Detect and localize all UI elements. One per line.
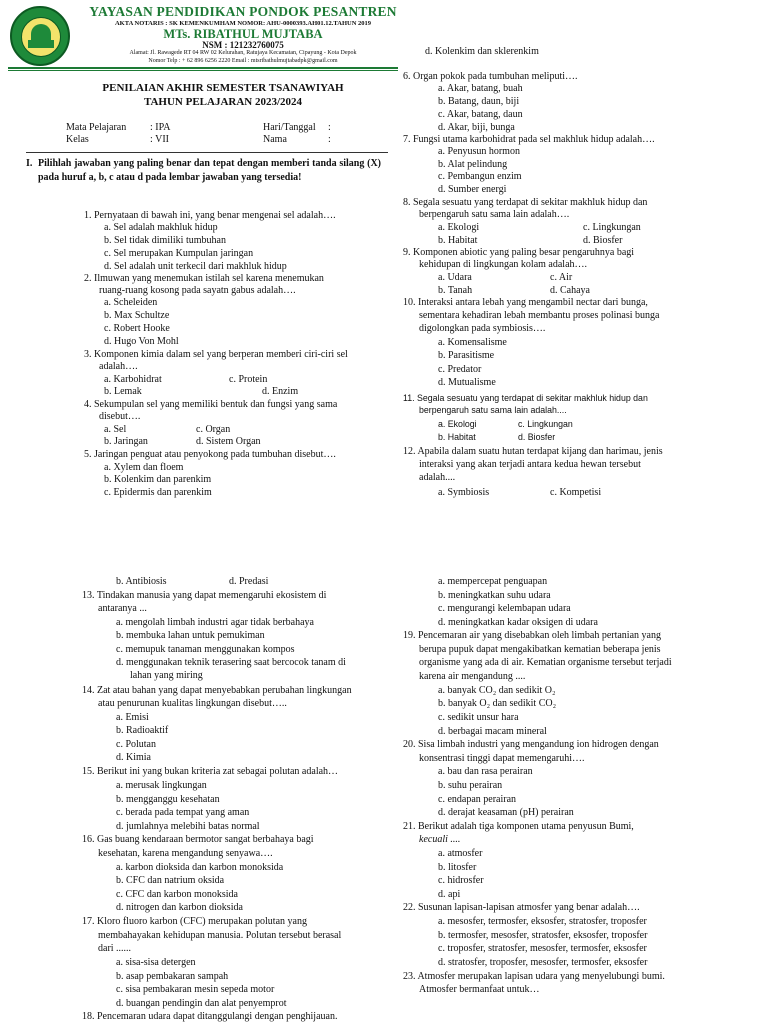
option-12c: c. Kompetisi [550, 487, 602, 498]
day-label: Hari/Tanggal [263, 122, 316, 133]
option-2d: d. Hugo Von Mohl [104, 336, 179, 347]
option-13a: a. mengolah limbah industri agar tidak berbahaya [116, 617, 314, 628]
question-13-cont: antaranya ... [98, 603, 147, 614]
option-10c: c. Predator [438, 364, 482, 375]
question-21: 21. Berikut adalah tiga komponen utama penyusun Bumi, [403, 821, 634, 832]
option-22a: a. mesosfer, termosfer, eksosfer, stratosfer, troposfer [438, 916, 647, 927]
option-17d: d. buangan pendingin dan alat penyemprot [116, 998, 287, 1009]
option-11c: c. Lingkungan [518, 419, 573, 429]
option-11d: d. Biosfer [518, 432, 556, 442]
option-5b: b. Kolenkim dan parenkim [104, 474, 212, 485]
address-line: Alamat: Jl. Rawagede RT 04 RW 02 Kelurahan, Ratujaya Kecamatan, Cipayung - Kota Depok [129, 50, 357, 56]
question-6: 6. Organ pokok pada tumbuhan meliputi…. [403, 71, 578, 82]
option-7c: c. Pembangun enzim [438, 171, 522, 182]
option-20d: d. derajat keasaman (pH) perairan [438, 807, 574, 818]
option-3c: c. Protein [229, 374, 268, 385]
option-1b: b. Sel tidak dimiliki tumbuhan [104, 235, 226, 246]
question-3: 3. Komponen kimia dalam sel yang berperan memberi ciri-ciri sel [84, 349, 348, 360]
question-19: 19. Pencemaran air yang disebabkan oleh limbah pertanian yang [403, 630, 661, 641]
header-rule-thin [8, 70, 398, 71]
option-3b: b. Lemak [104, 386, 142, 397]
question-22: 22. Susunan lapisan-lapisan atmosfer yang benar adalah…. [403, 902, 640, 913]
subject-value: : IPA [150, 122, 171, 133]
question-11: 11. Segala sesuatu yang terdapat di sekitar makhluk hidup dan [403, 393, 648, 403]
option-21a: a. atmosfer [438, 848, 483, 859]
option-14a: a. Emisi [116, 712, 149, 723]
instructions-text: Pilihlah jawaban yang paling benar dan tepat dengan memberi tanda silang (X) pada huruf a, b, c atau d pada lembar jawaban yang tersedia! [38, 158, 381, 183]
option-6d: d. Akar, biji, bunga [438, 122, 515, 133]
question-20-cont: konsentrasi tinggi dapat memengaruhi…. [419, 753, 585, 764]
question-16-cont: kesehatan, karena mengandung senyawa…. [98, 848, 273, 859]
option-4a: a. Sel [104, 424, 127, 435]
option-1c: c. Sel merupakan Kumpulan jaringan [104, 248, 254, 259]
section-number: I. [26, 158, 33, 169]
question-8-cont: berpengaruh satu sama lain adalah…. [419, 209, 570, 220]
option-14c: c. Polutan [116, 739, 156, 750]
question-14: 14. Zat atau bahan yang dapat menyebabkan perubahan lingkungan [82, 685, 352, 696]
phone-line: Nomor Telp : + 62 896 6256 2220 Email : mtsribathulmujtabadpk@gmail.com [148, 57, 338, 64]
question-21-cont: kecuali .... [419, 834, 461, 845]
school-name: MTs. RIBATHUL MUJTABA [163, 27, 323, 41]
option-22b: b. termosfer, mesosfer, stratosfer, eksosfer, troposfer [438, 930, 648, 941]
question-12: 12. Apabila dalam suatu hutan terdapat kijang dan harimau, jenis [403, 446, 663, 457]
option-9a: a. Udara [438, 272, 472, 283]
day-value: : [328, 122, 331, 133]
question-18: 18. Pencemaran udara dapat ditanggulangi dengan penghijauan. [82, 1011, 338, 1022]
option-19a: a. banyak CO₂ dan sedikit O₂ [438, 685, 556, 696]
option-10a: a. Komensalisme [438, 337, 507, 348]
option-4b: b. Jaringan [104, 436, 148, 447]
question-4: 4. Sekumpulan sel yang memiliki bentuk dan fungsi yang sama [84, 399, 338, 410]
option-2a: a. Scheleiden [104, 297, 158, 308]
option-14b: b. Radioaktif [116, 725, 169, 736]
option-8d: d. Biosfer [583, 235, 623, 246]
option-16b: b. CFC dan natrium oksida [116, 875, 225, 886]
question-5: 5. Jaringan penguat atau penyokong pada tumbuhan disebut…. [84, 449, 336, 460]
nsm-line: NSM : 121232760075 [202, 40, 284, 50]
question-3-cont: adalah…. [99, 361, 138, 372]
option-22c: c. troposfer, stratosfer, mesosfer, termosfer, eksosfer [438, 943, 647, 954]
exam-title: PENILAIAN AKHIR SEMESTER TSANAWIYAH [102, 82, 344, 94]
option-21d: d. api [438, 889, 461, 900]
option-6b: b. Batang, daun, biji [438, 96, 520, 107]
question-23: 23. Atmosfer merupakan lapisan udara yang menyelubungi bumi. [403, 971, 665, 982]
name-label: Nama [263, 134, 287, 145]
option-17c: c. sisa pembakaran mesin sepeda motor [116, 984, 275, 995]
question-9: 9. Komponen abiotic yang paling besar pengaruhnya bagi [403, 247, 635, 258]
option-5d: d. Kolenkim dan sklerenkim [425, 46, 539, 57]
question-7: 7. Fungsi utama karbohidrat pada sel makhluk hidup adalah…. [403, 134, 655, 145]
question-19-cont2: organisme yang ada di air. Kematian organisme tersebut terjadi [419, 657, 672, 668]
option-20a: a. bau dan rasa perairan [438, 766, 533, 777]
option-13c: c. memupuk tanaman menggunakan kompos [116, 644, 295, 655]
question-16: 16. Gas buang kendaraan bermotor sangat berbahaya bagi [82, 834, 314, 845]
option-7a: a. Penyusun hormon [438, 146, 520, 157]
option-10d: d. Mutualisme [438, 377, 496, 388]
option-13d-cont: lahan yang miring [130, 670, 203, 681]
question-14-cont: atau penurunan kualitas lingkungan disebut….. [98, 698, 287, 709]
option-16c: c. CFC dan karbon monoksida [116, 889, 238, 900]
option-12b: b. Antibiosis [116, 576, 167, 587]
option-16a: a. karbon dioksida dan karbon monoksida [116, 862, 284, 873]
exam-year: TAHUN PELAJARAN 2023/2024 [143, 96, 303, 108]
option-22d: d. stratosfer, troposfer, mesosfer, termosfer, eksosfer [438, 957, 648, 968]
question-15: 15. Berikut ini yang bukan kriteria zat sebagai polutan adalah… [82, 766, 339, 777]
question-2-cont: ruang-ruang kosong pada sayatn gabus adalah…. [99, 285, 296, 296]
question-13: 13. Tindakan manusia yang dapat memengaruhi ekosistem di [82, 590, 327, 601]
option-4c: c. Organ [196, 424, 231, 435]
question-17-cont: membahayakan kehidupan manusia. Polutan tersebut berasal [98, 930, 342, 941]
option-18a: a. mempercepat penguapan [438, 576, 548, 587]
option-4d: d. Sistem Organ [196, 436, 261, 447]
option-7b: b. Alat pelindung [438, 159, 508, 170]
option-18b: b. meningkatkan suhu udara [438, 590, 551, 601]
option-15a: a. merusak lingkungan [116, 780, 207, 791]
option-15b: b. mengganggu kesehatan [116, 794, 220, 805]
option-19d: d. berbagai macam mineral [438, 726, 547, 737]
header-rule [8, 67, 398, 69]
option-19c: c. sedikit unsur hara [438, 712, 519, 723]
question-20: 20. Sisa limbah industri yang mengandung ion hidrogen dengan [403, 739, 659, 750]
option-9d: d. Cahaya [550, 285, 590, 296]
question-10-cont2: digolongkan pada symbiosis…. [419, 323, 546, 334]
foundation-name: YAYASAN PENDIDIKAN PONDOK PESANTREN [89, 4, 397, 19]
option-11b: b. Habitat [438, 432, 476, 442]
option-14d: d. Kimia [116, 752, 151, 763]
option-2c: c. Robert Hooke [104, 323, 170, 334]
question-4-cont: disebut…. [99, 411, 141, 422]
option-16d: d. nitrogen dan karbon dioksida [116, 902, 243, 913]
class-label: Kelas [66, 134, 89, 145]
address-block [80, 50, 406, 65]
question-12-cont2: adalah.... [419, 472, 456, 483]
option-20b: b. suhu perairan [438, 780, 503, 791]
option-3d: d. Enzim [262, 386, 299, 397]
option-12a: a. Symbiosis [438, 487, 490, 498]
option-3a: a. Karbohidrat [104, 374, 162, 385]
question-8: 8. Segala sesuatu yang terdapat di sekitar makhluk hidup dan [403, 197, 648, 208]
question-19-cont: berupa pupuk dapat mengakibatkan kematian beberapa jenis [419, 644, 661, 655]
option-15d: d. jumlahnya melebihi batas normal [116, 821, 260, 832]
option-7d: d. Sumber energi [438, 184, 507, 195]
question-17-cont2: dari ...... [98, 943, 132, 954]
question-1: 1. Pernyataan di bawah ini, yang benar mengenai sel adalah…. [84, 210, 336, 221]
option-1a: a. Sel adalah makhluk hidup [104, 222, 218, 233]
option-5c: c. Epidermis dan parenkim [104, 487, 212, 498]
option-8a: a. Ekologi [438, 222, 480, 233]
question-9-cont: kehidupan di lingkungan kolam adalah…. [419, 259, 588, 270]
option-2b: b. Max Schultze [104, 310, 170, 321]
option-13d: d. menggunakan teknik terasering saat bercocok tanam di [116, 657, 346, 668]
option-8c: c. Lingkungan [583, 222, 641, 233]
option-15c: c. berada pada tempat yang aman [116, 807, 250, 818]
option-5a: a. Xylem dan floem [104, 462, 184, 473]
question-23-cont: Atmosfer bermanfaat untuk… [419, 984, 540, 995]
question-10: 10. Interaksi antara lebah yang mengambil nectar dari bunga, [403, 297, 648, 308]
option-19b: b. banyak O₂ dan sedikit CO₂ [438, 698, 557, 709]
option-8b: b. Habitat [438, 235, 478, 246]
name-value: : [328, 134, 331, 145]
question-17: 17. Kloro fluoro karbon (CFC) merupakan polutan yang [82, 916, 307, 927]
option-12d: d. Predasi [229, 576, 269, 587]
option-18d: d. meningkatkan kadar oksigen di udara [438, 617, 598, 628]
question-12-cont: interaksi yang akan terjadi antara kedua hewan tersebut [419, 459, 641, 470]
option-6c: c. Akar, batang, daun [438, 109, 523, 120]
option-6a: a. Akar, batang, buah [438, 83, 523, 94]
question-19-cont3: karena air mengandung .... [419, 671, 526, 682]
question-10-cont: sementara kehadiran lebah membantu proses polinasi bunga [419, 310, 660, 321]
option-9b: b. Tanah [438, 285, 473, 296]
option-17a: a. sisa-sisa detergen [116, 957, 196, 968]
option-10b: b. Parasitisme [438, 350, 495, 361]
divider [26, 152, 388, 153]
question-11-cont: berpengaruh satu sama lain adalah.... [419, 405, 567, 415]
school-logo [10, 6, 70, 66]
option-9c: c. Air [550, 272, 573, 283]
subject-label: Mata Pelajaran [66, 122, 127, 133]
option-18c: c. mengurangi kelembapan udara [438, 603, 571, 614]
option-11a: a. Ekologi [438, 419, 477, 429]
option-1d: d. Sel adalah unit terkecil dari makhluk hidup [104, 261, 287, 272]
class-value: : VII [150, 134, 169, 145]
notary-line: AKTA NOTARIS : SK KEMENKUMHAM NOMOR: AHU-0000393.AH01.12.TAHUN 2019 [114, 20, 372, 27]
option-20c: c. endapan perairan [438, 794, 517, 805]
option-17b: b. asap pembakaran sampah [116, 971, 229, 982]
option-13b: b. membuka lahan untuk pemukiman [116, 630, 265, 641]
question-2: 2. Ilmuwan yang menemukan istilah sel karena menemukan [84, 273, 324, 284]
option-21b: b. litosfer [438, 862, 477, 873]
option-21c: c. hidrosfer [438, 875, 484, 886]
